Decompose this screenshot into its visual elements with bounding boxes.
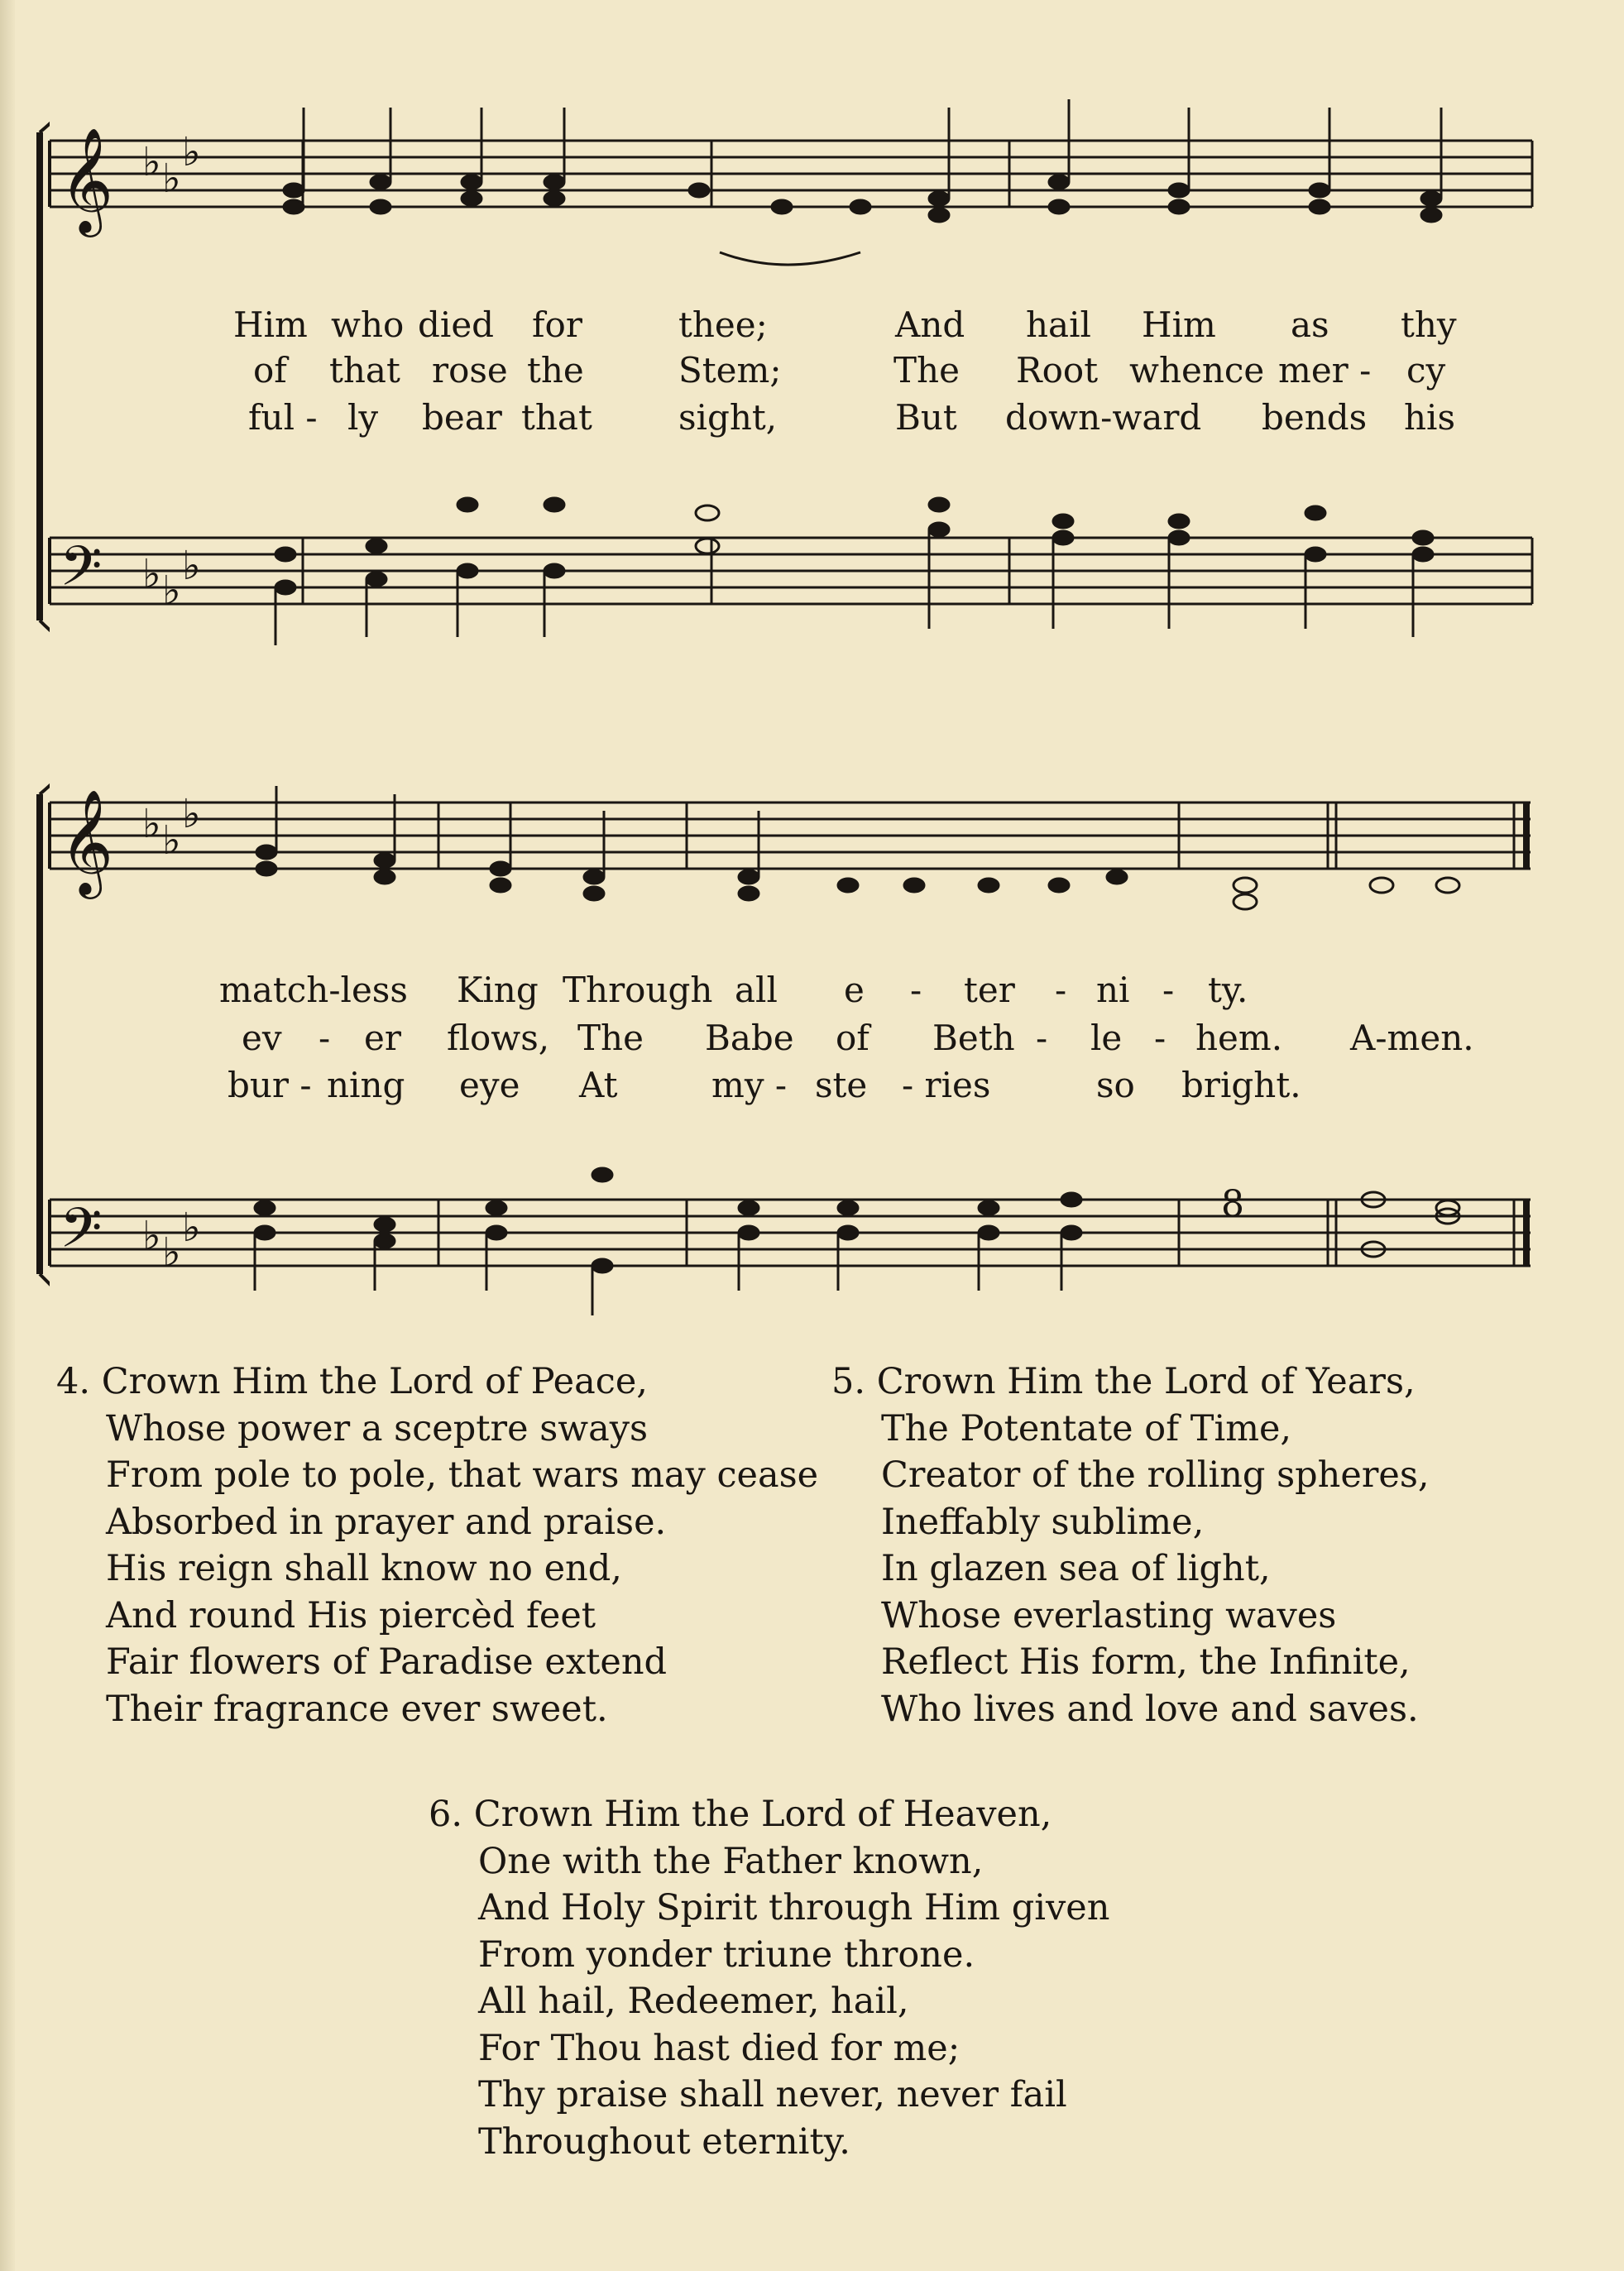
syllable: ful - [248, 397, 318, 438]
verse-line: Whose everlasting waves [881, 1594, 1337, 1636]
svg-text:♭: ♭ [182, 129, 201, 175]
verse-line: Absorbed in prayer and praise. [106, 1501, 667, 1543]
syllable: Him [233, 304, 308, 345]
verse-line: One with the Father known, [478, 1840, 984, 1882]
svg-text:♭: ♭ [142, 1213, 161, 1259]
bass-staff-1 [0, 463, 1624, 654]
verse-line: Throughout eternity. [478, 2120, 850, 2163]
verse-line: For Thou hast died for me; [478, 2027, 961, 2069]
svg-text:♭: ♭ [182, 1205, 201, 1251]
syllable: Stem; [678, 350, 782, 390]
syllable: ste [815, 1065, 868, 1105]
syllable: Beth [932, 1018, 1015, 1058]
syllable: Babe [705, 1018, 794, 1058]
syllable: - [910, 970, 922, 1010]
verse-line: Their fragrance ever sweet. [106, 1688, 608, 1730]
verse-line: Thy praise shall never, never fail [478, 2074, 1067, 2115]
syllable: ly [347, 397, 379, 438]
verse-line: Reflect His form, the Infinite, [881, 1641, 1411, 1683]
verse-line: 5. Crown Him the Lord of Years, [831, 1361, 1416, 1402]
syllable: The [577, 1018, 644, 1058]
svg-text:♭: ♭ [142, 139, 161, 185]
lyric-line [0, 397, 1624, 443]
verse-line: Fair flowers of Paradise extend [106, 1641, 668, 1683]
verse-line: Whose power a sceptre sways [106, 1407, 649, 1449]
syllable: eye [459, 1065, 520, 1105]
verse-line: And round His piercèd feet [106, 1594, 596, 1636]
svg-text:♭: ♭ [162, 1229, 181, 1276]
syllable: flows, [447, 1018, 550, 1058]
syllable: At [579, 1065, 618, 1105]
syllable: Through [563, 970, 713, 1010]
syllable: Him [1142, 304, 1216, 345]
syllable: ni [1096, 970, 1130, 1010]
syllable: the [527, 350, 584, 390]
svg-text:♭: ♭ [142, 551, 161, 597]
syllable: bright. [1181, 1065, 1301, 1105]
lyric-line [0, 304, 1624, 351]
syllable: le [1090, 1018, 1123, 1058]
lyric-line [0, 1065, 1624, 1111]
verse-line: His reign shall know no end, [106, 1548, 622, 1589]
syllable: - [1055, 970, 1067, 1010]
syllable: whence [1129, 350, 1265, 390]
syllable: of [253, 350, 287, 390]
syllable: for [532, 304, 582, 345]
lyric-line [0, 350, 1624, 396]
syllable: ty. [1208, 970, 1248, 1010]
system-1-bracket [0, 108, 50, 654]
svg-text:♭: ♭ [162, 817, 181, 864]
syllable: hem. [1195, 1018, 1283, 1058]
verse-line: All hail, Redeemer, hail, [478, 1981, 909, 2022]
syllable: bear [422, 397, 502, 438]
lyric-line [0, 970, 1624, 1016]
verse-line: Creator of the rolling spheres, [881, 1454, 1430, 1496]
verse-line: And Holy Spirit through Him given [478, 1887, 1110, 1928]
verse-line: Who lives and love and saves. [881, 1688, 1419, 1730]
syllable: - ries [902, 1065, 991, 1105]
svg-text:𝄢: 𝄢 [60, 1196, 103, 1273]
syllable: bur - [228, 1065, 312, 1105]
syllable: King [457, 970, 539, 1010]
svg-text:𝄞: 𝄞 [60, 127, 114, 232]
lyric-line [0, 1018, 1624, 1064]
syllable: all [735, 970, 778, 1010]
syllable: er [364, 1018, 401, 1058]
svg-text:8: 8 [1221, 1183, 1244, 1225]
syllable: - [1036, 1018, 1048, 1058]
syllable: as [1291, 304, 1329, 345]
syllable: rose [432, 350, 508, 390]
syllable: - [1162, 970, 1175, 1010]
syllable: so [1096, 1065, 1135, 1105]
system-2-bracket [0, 769, 50, 1315]
syllable: hail [1026, 304, 1091, 345]
bass-staff-2 [0, 1125, 1624, 1324]
syllable: - [319, 1018, 331, 1058]
syllable: my - [711, 1065, 788, 1105]
syllable: ning [327, 1065, 405, 1105]
syllable: The [893, 350, 960, 390]
verse-6 [429, 1791, 1109, 2165]
syllable: thee; [678, 304, 768, 345]
syllable: of [836, 1018, 869, 1058]
verse-line: In glazen sea of light, [881, 1548, 1271, 1589]
syllable: who [331, 304, 405, 345]
syllable: that [329, 350, 400, 390]
syllable: - [1154, 1018, 1167, 1058]
verse-line: Ineffably sublime, [881, 1501, 1205, 1543]
verse-line: From pole to pole, that wars may cease [106, 1454, 819, 1496]
syllable: And [895, 304, 965, 345]
syllable: sight, [678, 397, 778, 438]
svg-text:𝄢: 𝄢 [60, 534, 103, 611]
syllable: But [895, 397, 957, 438]
svg-text:♭: ♭ [162, 568, 181, 614]
syllable: e [844, 970, 865, 1010]
syllable: Root [1016, 350, 1099, 390]
syllable: mer - [1278, 350, 1372, 390]
treble-staff-2 [0, 761, 1624, 951]
syllable: that [521, 397, 592, 438]
syllable: bends [1262, 397, 1368, 438]
verse-5 [831, 1358, 1430, 1732]
svg-text:𝄞: 𝄞 [60, 788, 114, 894]
syllable: cy [1406, 350, 1446, 390]
treble-staff-1 [0, 99, 1624, 290]
syllable: match-less [219, 970, 408, 1010]
syllable: died [418, 304, 495, 345]
verse-4 [56, 1358, 818, 1732]
syllable: thy [1401, 304, 1457, 345]
syllable: ter [964, 970, 1015, 1010]
svg-text:♭: ♭ [182, 791, 201, 837]
syllable: his [1404, 397, 1456, 438]
syllable: A-men. [1350, 1018, 1474, 1058]
verse-line: 4. Crown Him the Lord of Peace, [56, 1361, 648, 1402]
verse-line: From yonder triune throne. [478, 1933, 975, 1976]
svg-text:♭: ♭ [162, 156, 181, 202]
verse-line: 6. Crown Him the Lord of Heaven, [429, 1794, 1052, 1835]
syllable: down-ward [1005, 397, 1202, 438]
svg-text:♭: ♭ [182, 543, 201, 589]
verse-line: The Potentate of Time, [881, 1407, 1292, 1449]
syllable: ev [242, 1018, 282, 1058]
svg-text:♭: ♭ [142, 801, 161, 847]
